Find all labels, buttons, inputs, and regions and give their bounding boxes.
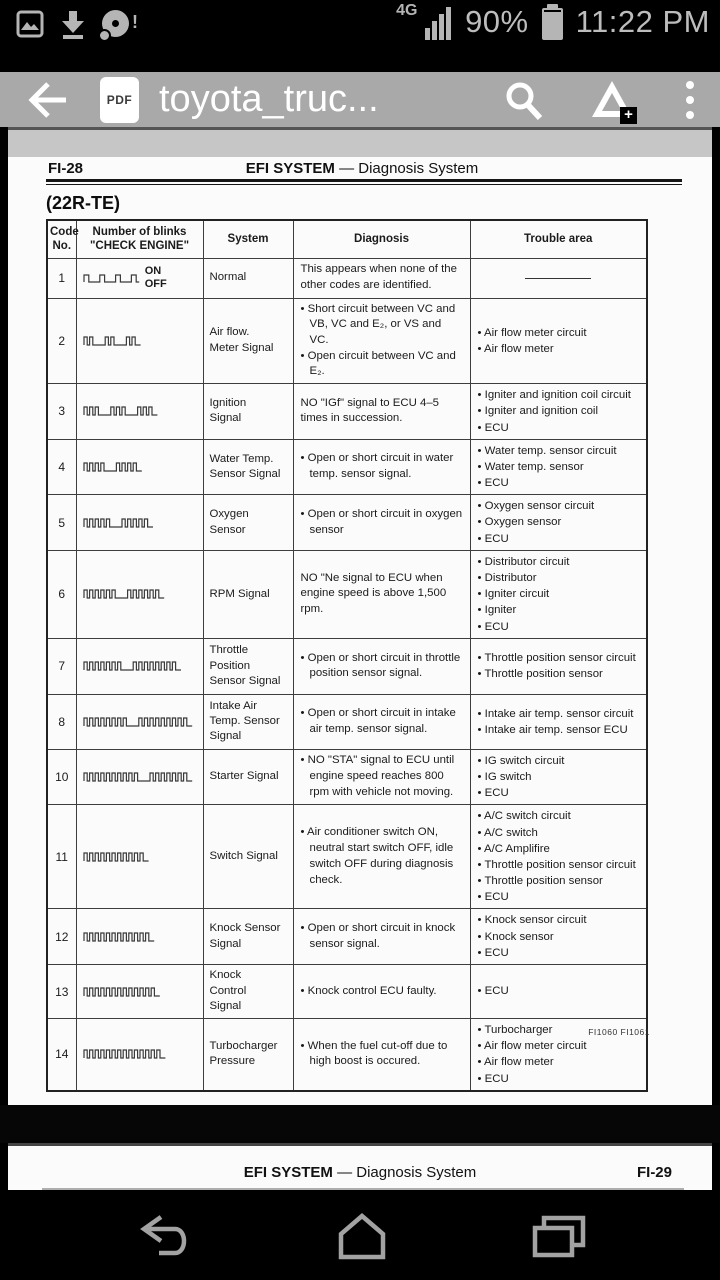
app-toolbar xyxy=(0,72,720,127)
status-bar-indicators xyxy=(396,4,710,40)
page-number: FI-28 xyxy=(48,160,84,177)
cell-diagnosis: • Air conditioner switch ON, neutral start switch OFF, idle switch OFF during diagnosis check. xyxy=(293,805,470,909)
clock: 11:22 PM xyxy=(575,4,710,39)
cell-diagnosis: NO "Ne signal to ECU when engine speed is above 1,500 rpm. xyxy=(293,550,470,638)
cell-trouble-area: • Igniter and ignition coil circuit • Igniter and ignition coil • ECU xyxy=(470,384,647,440)
cell-trouble-area xyxy=(470,258,647,298)
cell-trouble-area: • A/C switch circuit • A/C switch • A/C Amplifire • Throttle position sensor circuit • Throttle position sensor • ECU xyxy=(470,805,647,909)
table-row xyxy=(47,495,647,551)
cell-diagnosis: • Open or short circuit in intake air temp. sensor signal. xyxy=(293,694,470,749)
header-rule xyxy=(46,179,682,185)
table-header-row xyxy=(47,220,647,258)
cell-diagnosis: NO "IGf" signal to ECU 4–5 times in succession. xyxy=(293,384,470,440)
diagnosis-table-body xyxy=(47,258,647,1091)
nav-home-icon xyxy=(334,1212,390,1260)
diagnosis-table xyxy=(46,219,648,1092)
cell-system: Ignition Signal xyxy=(203,384,293,440)
back-arrow-icon[interactable] xyxy=(26,80,70,120)
cell-trouble-area: • Intake air temp. sensor circuit • Intake air temp. sensor ECU xyxy=(470,694,647,749)
cell-diagnosis: • Open or short circuit in water temp. sensor signal. xyxy=(293,439,470,495)
cell-code: 3 xyxy=(47,384,76,440)
cell-blink-pattern xyxy=(76,495,203,551)
pdf-page-fi29[interactable] xyxy=(8,1143,712,1190)
signal-icon xyxy=(396,4,452,40)
cell-blink-pattern xyxy=(76,384,203,440)
cell-blink-pattern xyxy=(76,258,203,298)
page-gap xyxy=(0,1105,720,1143)
cell-blink-pattern xyxy=(76,638,203,694)
battery-icon xyxy=(542,8,563,40)
page-top-shade xyxy=(8,127,712,157)
nav-recents-icon xyxy=(531,1213,589,1259)
page2-header-title: EFI SYSTEM — Diagnosis System xyxy=(243,1164,477,1181)
cell-code: 8 xyxy=(47,694,76,749)
cell-blink-pattern xyxy=(76,298,203,384)
cell-diagnosis: • When the fuel cut-off due to high boost is occured. xyxy=(293,1019,470,1091)
col-header-diagnosis: Diagnosis xyxy=(293,220,470,258)
cell-system: Water Temp. Sensor Signal xyxy=(203,439,293,495)
cell-blink-pattern xyxy=(76,439,203,495)
page2-number: FI-29 xyxy=(636,1164,672,1181)
table-row xyxy=(47,550,647,638)
table-row xyxy=(47,638,647,694)
cell-system: Knock Control Signal xyxy=(203,965,293,1019)
drive-add-icon[interactable] xyxy=(590,79,634,121)
android-nav-bar xyxy=(0,1190,720,1280)
table-row xyxy=(47,805,647,909)
network-type-label: 4G xyxy=(396,2,418,19)
table-row xyxy=(47,965,647,1019)
cell-system: Knock Sensor Signal xyxy=(203,909,293,965)
cell-trouble-area: • Oxygen sensor circuit • Oxygen sensor • ECU xyxy=(470,495,647,551)
cell-code: 13 xyxy=(47,965,76,1019)
cell-code: 10 xyxy=(47,749,76,805)
cell-trouble-area: • Water temp. sensor circuit • Water temp. sensor • ECU xyxy=(470,439,647,495)
battery-percent: 90% xyxy=(465,4,529,39)
table-row xyxy=(47,384,647,440)
cell-blink-pattern xyxy=(76,965,203,1019)
cell-system: Switch Signal xyxy=(203,805,293,909)
cell-code: 5 xyxy=(47,495,76,551)
overflow-menu-icon[interactable] xyxy=(686,81,694,119)
table-row xyxy=(47,258,647,298)
table-row xyxy=(47,439,647,495)
table-row xyxy=(47,298,647,384)
cell-system: Throttle Position Sensor Signal xyxy=(203,638,293,694)
table-row xyxy=(47,1019,647,1091)
cell-trouble-area: • IG switch circuit • IG switch • ECU xyxy=(470,749,647,805)
disc-alert-icon: ! xyxy=(102,8,136,40)
cell-system: RPM Signal xyxy=(203,550,293,638)
download-icon xyxy=(60,9,86,39)
cell-trouble-area: • Turbocharger • Air flow meter circuit • Air flow meter • ECU xyxy=(470,1019,647,1091)
cell-system: Turbocharger Pressure xyxy=(203,1019,293,1091)
no-trouble-dash xyxy=(525,278,591,279)
cell-trouble-area: • ECU xyxy=(470,965,647,1019)
cell-code: 7 xyxy=(47,638,76,694)
cell-code: 14 xyxy=(47,1019,76,1091)
table-row xyxy=(47,749,647,805)
cell-code: 4 xyxy=(47,439,76,495)
drive-add-plus: + xyxy=(620,107,637,124)
cell-diagnosis: This appears when none of the other codes are identified. xyxy=(293,258,470,298)
status-bar xyxy=(0,0,720,72)
page-header xyxy=(48,160,676,178)
table-row xyxy=(47,694,647,749)
cell-blink-pattern xyxy=(76,550,203,638)
cell-system: Normal xyxy=(203,258,293,298)
search-icon[interactable] xyxy=(502,79,544,121)
cell-trouble-area: • Throttle position sensor circuit • Throttle position sensor xyxy=(470,638,647,694)
figure-reference: FI1060 FI1061 xyxy=(588,1027,650,1037)
cell-trouble-area: • Knock sensor circuit • Knock sensor • ECU xyxy=(470,909,647,965)
document-title: toyota_truc... xyxy=(159,78,379,120)
pdf-page-fi28[interactable] xyxy=(8,127,712,1105)
cell-diagnosis: • Open or short circuit in knock sensor signal. xyxy=(293,909,470,965)
nav-recents-button[interactable] xyxy=(528,1208,592,1264)
col-header-trouble: Trouble area xyxy=(470,220,647,258)
col-header-blinks: Number of blinks "CHECK ENGINE" xyxy=(76,220,203,258)
page-header-title: EFI SYSTEM — Diagnosis System xyxy=(245,160,479,177)
gallery-icon xyxy=(16,10,44,38)
pdf-file-icon: PDF xyxy=(100,77,139,123)
cell-code: 6 xyxy=(47,550,76,638)
cell-diagnosis: • Open or short circuit in throttle position sensor signal. xyxy=(293,638,470,694)
table-row xyxy=(47,909,647,965)
cell-code: 2 xyxy=(47,298,76,384)
cell-system: Starter Signal xyxy=(203,749,293,805)
cell-diagnosis: • Knock control ECU faulty. xyxy=(293,965,470,1019)
nav-back-button[interactable] xyxy=(133,1208,197,1264)
cell-trouble-area: • Distributor circuit • Distributor • Igniter circuit • Igniter • ECU xyxy=(470,550,647,638)
cell-blink-pattern xyxy=(76,805,203,909)
cell-blink-pattern xyxy=(76,1019,203,1091)
cell-diagnosis: • Open or short circuit in oxygen sensor xyxy=(293,495,470,551)
cell-system: Oxygen Sensor xyxy=(203,495,293,551)
nav-home-button[interactable] xyxy=(330,1208,394,1264)
col-header-code: Code No. xyxy=(47,220,76,258)
nav-back-icon xyxy=(137,1213,193,1259)
cell-system: Intake Air Temp. Sensor Signal xyxy=(203,694,293,749)
col-header-system: System xyxy=(203,220,293,258)
on-off-labels: ON OFF xyxy=(144,265,167,290)
cell-trouble-area: • Air flow meter circuit • Air flow meter xyxy=(470,298,647,384)
cell-code: 12 xyxy=(47,909,76,965)
cell-blink-pattern xyxy=(76,749,203,805)
cell-diagnosis: • NO "STA" signal to ECU until engine speed reaches 800 rpm with vehicle not moving. xyxy=(293,749,470,805)
cell-system: Air flow. Meter Signal xyxy=(203,298,293,384)
cell-diagnosis: • Short circuit between VC and VB, VC and E₂, or VS and VC. • Open circuit between VC and E₂. xyxy=(293,298,470,384)
cell-blink-pattern xyxy=(76,694,203,749)
cell-blink-pattern xyxy=(76,909,203,965)
cell-code: 11 xyxy=(47,805,76,909)
cell-code: 1 xyxy=(47,258,76,298)
status-bar-notifications xyxy=(16,8,136,40)
section-title: (22R-TE) xyxy=(46,193,121,213)
